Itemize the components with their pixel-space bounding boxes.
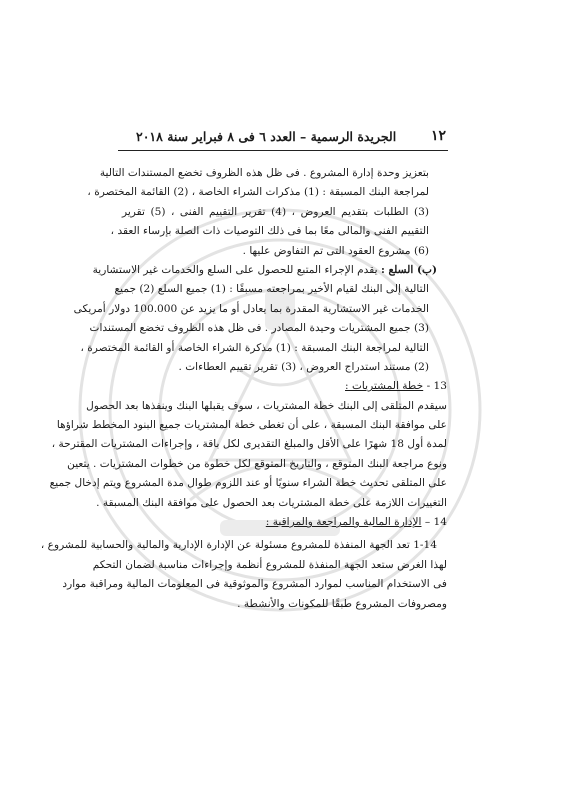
paragraph-b-first-line	[92, 261, 447, 280]
text-line: لهذا الغرض ستعد الجهة المنفذة للمشروع أنظمة وإجراءات مناسبة لضمان التحكم	[92, 558, 447, 571]
section-14-heading	[122, 513, 447, 532]
gazette-issue-line: الجريدة الرسمية – العدد ٦ فى ٨ فبراير سنة ٢٠١٨	[136, 129, 397, 144]
page-header	[118, 128, 448, 151]
paragraph-b-label: (ب) السلع :	[380, 263, 437, 276]
text-line: على موافقة البنك المسبقة ، على أن تغطى خطة المشتريات جميع البنود المخطط شراؤها	[56, 419, 447, 432]
paragraph-b-first-text: يقدم الإجراء المتبع للحصول على السلع والخدمات غير الاستشارية	[92, 263, 378, 276]
section-13-number: 13 -	[426, 380, 447, 393]
text-line: 1-14 تعد الجهة المنفذة للمشروع مسئولة عن الإدارة الإدارية والمالية والحسابية للمشروع ،	[40, 539, 437, 552]
section-13	[49, 377, 447, 513]
section-13-heading	[122, 377, 447, 396]
text-line: بتعزيز وحدة إدارة المشروع . فى ظل هذه الظروف تخضع المستندات التالية	[99, 167, 429, 179]
section-13-title: خطة المشتريات :	[345, 380, 424, 393]
text-line: التغييرات اللازمة على خطة المشتريات بعد الحصول على موافقة البنك المسبقة .	[96, 496, 447, 509]
text-line: على المتلقى تحديث خطة الشراء سنويًا أو عند اللزوم طوال مدة المشروع ويتم إدخال جميع	[49, 477, 447, 490]
text-line: التالية إلى البنك لقيام الأخير بمراجعته مسبقًا : (1) جميع السلع (2) جميع	[114, 283, 429, 296]
section-14-title: الإدارة المالية والمراجعة والمراقبة :	[265, 516, 422, 529]
section-14	[40, 513, 447, 614]
text-line: (3) جميع المشتريات وحيدة المصادر . فى ظل هذه الظروف تخضع المستندات	[89, 322, 429, 335]
text-line: (3) الطلبات بتقديم العروض ، (4) تقرير التقييم الفنى ، (5) تقرير	[122, 205, 429, 218]
text-line: فى الاستخدام المناسب لموارد المشروع والموثوقية فى المعلومات المالية ومراقبة موارد	[62, 578, 447, 591]
text-line: ونوع مراجعة البنك المتوقع ، والتاريخ المتوقع لكل خطوة من خطوات المشتريات . يتعين	[67, 457, 447, 470]
text-line: (6) مشروع العقود التى تم التفاوض عليها .	[242, 244, 429, 257]
text-line: (2) مستند استدراج العروض ، (3) تقرير تقييم العطاءات .	[178, 360, 429, 373]
text-line: لمراجعة البنك المسبقة : (1) مذكرات الشراء الخاصة ، (2) القائمة المختصرة ،	[87, 186, 429, 199]
text-line: الخدمات غير الاستشارية المقدرة بما يعادل أو ما يزيد عن 100.000 دولار أمريكى	[73, 302, 429, 315]
section-14-number: 14 –	[424, 516, 447, 529]
page-number: ١٢	[430, 128, 446, 144]
text-line: التقييم الفنى والمالى معًا بما فى ذلك التوصيات ذات الصلة بإرساء العقد ،	[110, 225, 429, 238]
text-line: لمدة أول 18 شهرًا على الأقل والمبلغ التقديرى لكل باقة ، وإجراءات المشتريات المقترحة ،	[51, 438, 447, 451]
text-line: التالية لمراجعة البنك المسبقة : (1) مذكرة الشراء الخاصة أو القائمة المختصرة ،	[80, 341, 429, 354]
text-line: سيقدم المتلقى إلى البنك خطة المشتريات ، سوف يقبلها البنك وينفذها بعد الحصول	[86, 399, 447, 412]
paragraph-a	[87, 164, 447, 261]
text-line: ومصروفات المشروع طبقًا للمكونات والأنشطة .	[237, 597, 447, 610]
page-body	[40, 164, 447, 614]
paragraph-b	[73, 261, 447, 377]
